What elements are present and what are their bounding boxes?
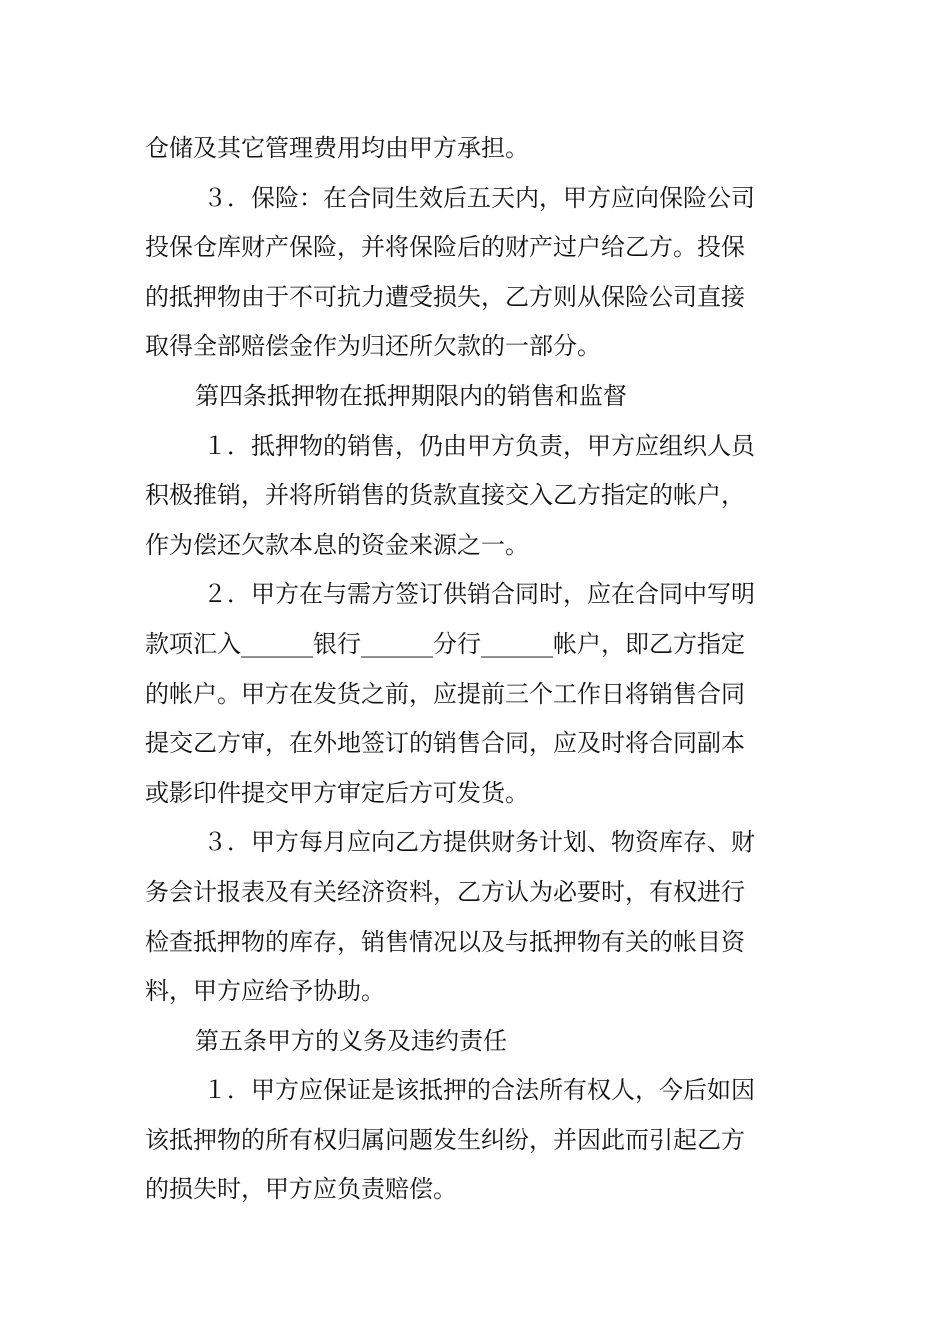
- text-line: 料，甲方应给予协助。: [145, 977, 385, 1006]
- article-5-heading: 第五条甲方的义务及违约责任: [195, 1026, 507, 1055]
- clause-3-insurance: ３．保险：在合同生效后五天内，甲方应向保险公司: [203, 183, 755, 212]
- clause-2-contract: ２．甲方在与需方签订供销合同时，应在合同中写明: [203, 580, 755, 609]
- text-line: 积极推销，并将所销售的货款直接交入乙方指定的帐户，: [145, 481, 745, 510]
- text-line: 的损失时，甲方应负责赔偿。: [145, 1175, 457, 1204]
- text-line: 投保仓库财产保险，并将保险后的财产过户给乙方。投保: [145, 233, 745, 262]
- clause-1-sales: １．抵押物的销售，仍由甲方负责，甲方应组织人员: [203, 431, 755, 460]
- text-line: 提交乙方审，在外地签订的销售合同，应及时将合同副本: [145, 729, 745, 758]
- text-line: 取得全部赔偿金作为归还所欠款的一部分。: [145, 332, 601, 361]
- text-line: 的帐户。甲方在发货之前，应提前三个工作日将销售合同: [145, 679, 745, 708]
- text-line: 检查抵押物的库存，销售情况以及与抵押物有关的帐目资: [145, 927, 745, 956]
- article-4-heading: 第四条抵押物在抵押期限内的销售和监督: [195, 381, 627, 410]
- contract-text: [145, 124, 810, 1215]
- text-line: 该抵押物的所有权归属问题发生纠纷，并因此而引起乙方: [145, 1125, 745, 1154]
- clause-1-ownership: １．甲方应保证是该抵押的合法所有权人，今后如因: [203, 1076, 755, 1105]
- text-line: 务会计报表及有关经济资料，乙方认为必要时，有权进行: [145, 877, 745, 906]
- text-line: 的抵押物由于不可抗力遭受损失，乙方则从保险公司直接: [145, 282, 745, 311]
- text-line: 作为偿还欠款本息的资金来源之一。: [145, 530, 529, 559]
- text-line: 或影印件提交甲方审定后方可发货。: [145, 778, 529, 807]
- text-line: 仓储及其它管理费用均由甲方承担。: [145, 134, 529, 162]
- text-line: 款项汇入______银行______分行______帐户，即乙方指定: [145, 629, 745, 658]
- clause-3-reporting: ３．甲方每月应向乙方提供财务计划、物资库存、财: [203, 828, 755, 857]
